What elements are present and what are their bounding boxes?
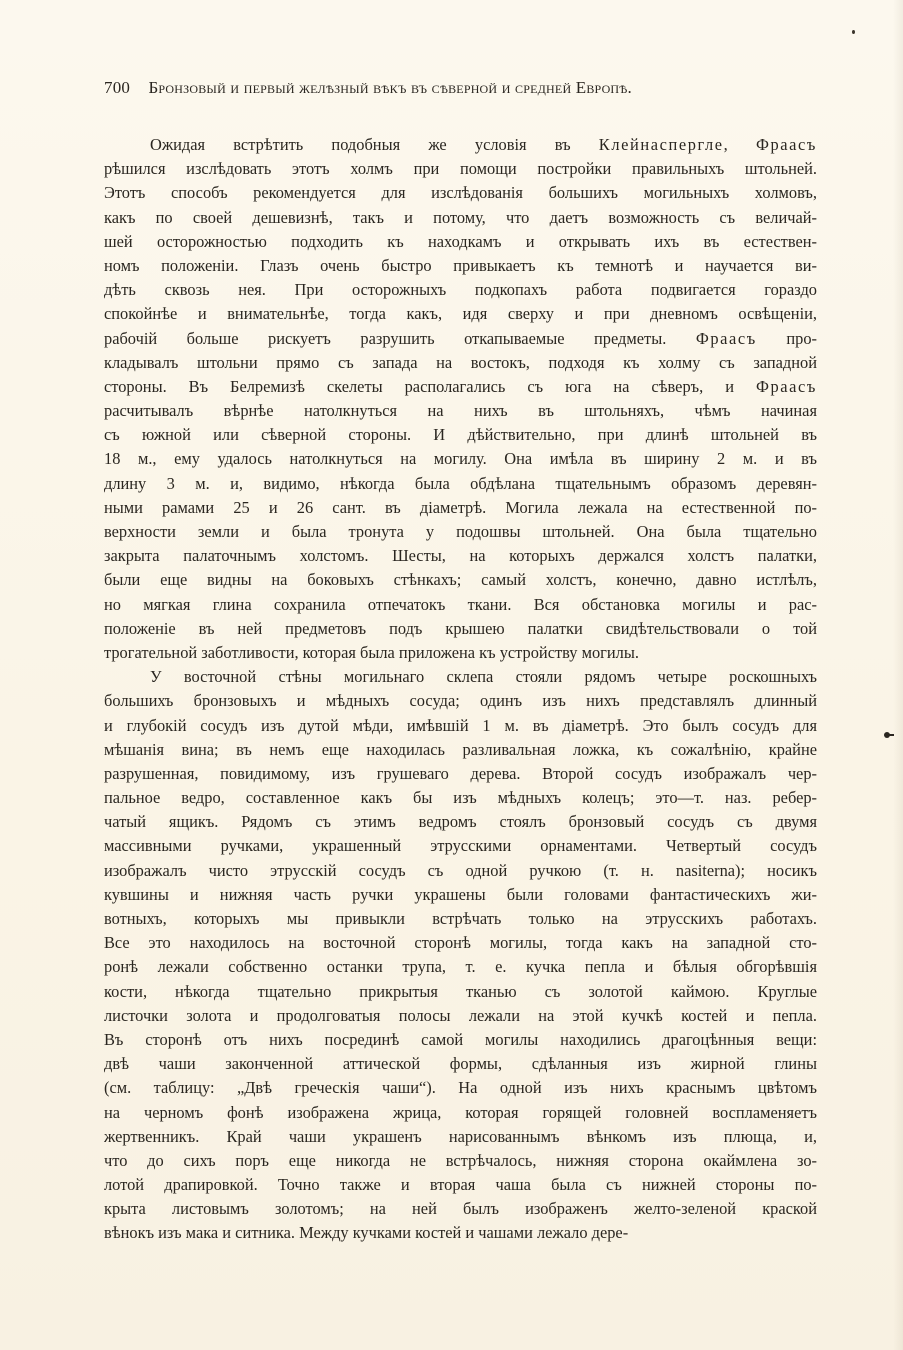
margin-mark-icon xyxy=(884,732,890,738)
text-line xyxy=(104,931,817,955)
text-line xyxy=(104,1221,817,1245)
text-line xyxy=(104,738,817,762)
text-line xyxy=(104,375,817,399)
text-line xyxy=(104,1197,817,1221)
text-line xyxy=(104,1052,817,1076)
text-segment: вотныхъ, которыхъ мы привыкли встрѣчать только на этрусскихъ работахъ. xyxy=(104,909,817,928)
text-line xyxy=(104,447,817,471)
text-line xyxy=(104,472,817,496)
text-segment: длину 3 м. и, видимо, нѣкогда была обдѣлана тщательнымъ образомъ деревян- xyxy=(104,473,817,493)
text-line xyxy=(104,157,817,181)
text-segment: Ожидая встрѣтить подобныя же условія въ xyxy=(150,135,599,154)
text-segment: большихъ бронзовыхъ и мѣдныхъ сосуда; одинъ изъ нихъ представлялъ длинный xyxy=(104,691,817,711)
text-segment: Все это находилось на восточной сторонѣ могилы, тогда какъ на западной сто- xyxy=(104,933,817,953)
text-segment: ронѣ лежали собственно останки трупа, т. е. кучка пепла и бѣлыя обгорѣвшія xyxy=(104,957,817,977)
text-segment: кости, нѣкогда тщательно прикрытыя тканью съ золотой каймою. Круглые xyxy=(104,981,817,1001)
text-line xyxy=(104,714,817,738)
text-segment: чатый ящикъ. Рядомъ съ этимъ ведромъ стоялъ бронзовый сосудъ съ двумя xyxy=(104,812,817,832)
text-line xyxy=(104,665,817,689)
text-line xyxy=(104,834,817,858)
text-line xyxy=(104,955,817,979)
text-line xyxy=(104,399,817,423)
text-segment: были еще видны на боковыхъ стѣнкахъ; самый холстъ, конечно, давно истлѣлъ, xyxy=(104,570,817,590)
text-segment: рѣшился изслѣдовать этотъ холмъ при помощи постройки правильныхъ штольней. xyxy=(104,159,817,179)
text-line xyxy=(104,1173,817,1197)
text-segment: ными рамами 25 и 26 сант. въ діаметрѣ. Могила лежала на естественной по- xyxy=(104,497,817,517)
text-segment: кладывалъ штольни прямо съ запада на востокъ, подходя къ холму съ западной xyxy=(104,352,817,372)
text-line xyxy=(104,1028,817,1052)
text-segment: мѣшанія вина; въ немъ еще находилась разливальная ложка, къ сожалѣнію, крайне xyxy=(104,739,817,759)
text-segment: но мягкая глина сохранила отпечатокъ ткани. Вся обстановка могилы и рас- xyxy=(104,594,817,614)
text-line xyxy=(104,423,817,447)
text-line xyxy=(104,883,817,907)
text-segment: про- xyxy=(756,328,817,348)
page-number: 700 xyxy=(104,78,131,97)
text-line xyxy=(104,593,817,617)
text-line xyxy=(104,810,817,834)
text-segment: шей осторожностью подходить къ находкамъ и открывать ихъ въ естествен- xyxy=(104,231,817,251)
text-line xyxy=(104,544,817,568)
text-segment: стороны. Въ Белремизѣ скелеты располагались съ юга на сѣверъ, и xyxy=(104,376,756,396)
text-segment: трогательной заботливости, которая была приложена къ устройству могилы. xyxy=(104,642,639,662)
text-segment: дѣть сквозь нея. При осторожныхъ подкопахъ работа подвигается гораздо xyxy=(104,280,817,300)
text-segment: листочки золота и продолговатыя полосы лежали на этой кучкѣ костей и пепла. xyxy=(104,1005,817,1025)
text-segment: кувшины и нижняя часть ручки украшены были головами фантастическихъ жи- xyxy=(104,884,817,904)
text-line xyxy=(104,133,817,157)
text-segment: что до сихъ поръ еще никогда не встрѣчалось, нижняя сторона окаймлена зо- xyxy=(104,1150,817,1170)
text-segment: (см. таблицу: „Двѣ греческія чаши“). На одной изъ нихъ краснымъ цвѣтомъ xyxy=(104,1078,817,1098)
text-segment: пальное ведро, составленное какъ бы изъ мѣдныхъ колецъ; это—т. наз. ребер- xyxy=(104,788,817,808)
text-line xyxy=(104,254,817,278)
text-line xyxy=(104,641,817,665)
text-segment: номъ положеніи. Глазъ очень быстро привыкаетъ къ темнотѣ и научается ви- xyxy=(104,255,817,275)
text-line xyxy=(104,786,817,810)
text-segment: жертвенникъ. Край чаши украшенъ нарисованнымъ вѣнкомъ изъ плюща, и, xyxy=(104,1126,817,1146)
text-segment: спокойнѣе и внимательнѣе, тогда какъ, идя сверху и при дневномъ освѣщеніи, xyxy=(104,304,817,324)
text-line xyxy=(104,617,817,641)
text-line xyxy=(104,980,817,1004)
spaced-name: Фраасъ xyxy=(755,376,817,396)
text-line xyxy=(104,278,817,302)
text-segment: расчитывалъ вѣрнѣе натолкнуться на нихъ въ штольняхъ, чѣмъ начиная xyxy=(104,401,817,421)
text-line xyxy=(104,762,817,786)
text-line xyxy=(104,689,817,713)
text-segment: съ южной или сѣверной стороны. И дѣйствительно, при длинѣ штольней въ xyxy=(104,425,817,445)
text-line xyxy=(104,206,817,230)
text-line xyxy=(104,568,817,592)
text-line xyxy=(104,1101,817,1125)
running-header xyxy=(104,78,824,100)
text-segment: У восточной стѣны могильнаго склепа стояли рядомъ четыре роскошныхъ xyxy=(150,667,817,687)
text-line xyxy=(104,859,817,883)
text-line xyxy=(104,520,817,544)
text-segment: двѣ чаши законченной аттической формы, сдѣланныя изъ жирной глины xyxy=(104,1054,817,1074)
page-edge xyxy=(893,0,903,1350)
text-segment: рабочій больше рискуетъ разрушить откапываемые предметы. xyxy=(104,328,696,348)
spaced-name: Фраасъ xyxy=(755,135,817,154)
text-line xyxy=(104,230,817,254)
text-segment: 18 м., ему удалось натолкнуться на могилу. Она имѣла въ ширину 2 м. и въ xyxy=(104,449,817,469)
body-text xyxy=(104,133,817,1246)
text-line xyxy=(104,1004,817,1028)
text-segment: лотой драпировкой. Точно также и вторая чаша была съ нижней стороны по- xyxy=(104,1175,817,1195)
text-line xyxy=(104,327,817,351)
text-segment: разрушенная, повидимому, изъ грушеваго дерева. Второй сосудъ изображалъ чер- xyxy=(104,763,817,783)
text-segment: и глубокій сосудъ изъ дутой мѣди, имѣвшій 1 м. въ діаметрѣ. Это былъ сосудъ для xyxy=(104,715,817,735)
text-segment: верхности земли и была тронута у подошвы штольней. Она была тщательно xyxy=(104,522,817,541)
text-segment: какъ по своей дешевизнѣ, такъ и потому, что даетъ возможность съ величай- xyxy=(104,207,817,227)
text-line xyxy=(104,302,817,326)
text-segment: закрыта палаточнымъ холстомъ. Шесты, на которыхъ держался холстъ палатки, xyxy=(104,546,817,566)
text-segment: , xyxy=(723,135,756,154)
text-line xyxy=(104,1149,817,1173)
text-segment: Этотъ способъ рекомендуется для изслѣдованія большихъ могильныхъ холмовъ, xyxy=(104,183,817,203)
text-segment: вѣнокъ изъ мака и ситника. Между кучками костей и чашами лежало дере- xyxy=(104,1223,629,1243)
text-segment: массивными ручками, украшенный этрусскими орнаментами. Четвертый сосудъ xyxy=(104,836,817,856)
text-segment: Въ сторонѣ отъ нихъ посрединѣ самой могилы находились драгоцѣнныя вещи: xyxy=(104,1029,817,1049)
ink-speck xyxy=(852,30,855,34)
text-line xyxy=(104,351,817,375)
text-line xyxy=(104,1125,817,1149)
text-segment: изображалъ чисто этрусскій сосудъ съ одной ручкою (т. н. nasiterna); носикъ xyxy=(104,860,817,880)
header-title: Бронзовый и первый желѣзный вѣкъ въ сѣверной и средней Европѣ. xyxy=(148,78,632,97)
text-segment: положеніе въ ней предметовъ подъ крышею палатки свидѣтельствовали о той xyxy=(104,618,817,638)
text-segment: крыта листовымъ золотомъ; на ней былъ изображенъ желто-зеленой краской xyxy=(104,1199,817,1219)
text-line xyxy=(104,907,817,931)
spaced-name: Фраасъ xyxy=(695,328,757,348)
text-line xyxy=(104,1076,817,1100)
text-line xyxy=(104,181,817,205)
text-segment: на черномъ фонѣ изображена жрица, которая горящей головней воспламеняетъ xyxy=(104,1102,817,1122)
text-line xyxy=(104,496,817,520)
spaced-name: Клейнаспергле xyxy=(598,135,724,154)
